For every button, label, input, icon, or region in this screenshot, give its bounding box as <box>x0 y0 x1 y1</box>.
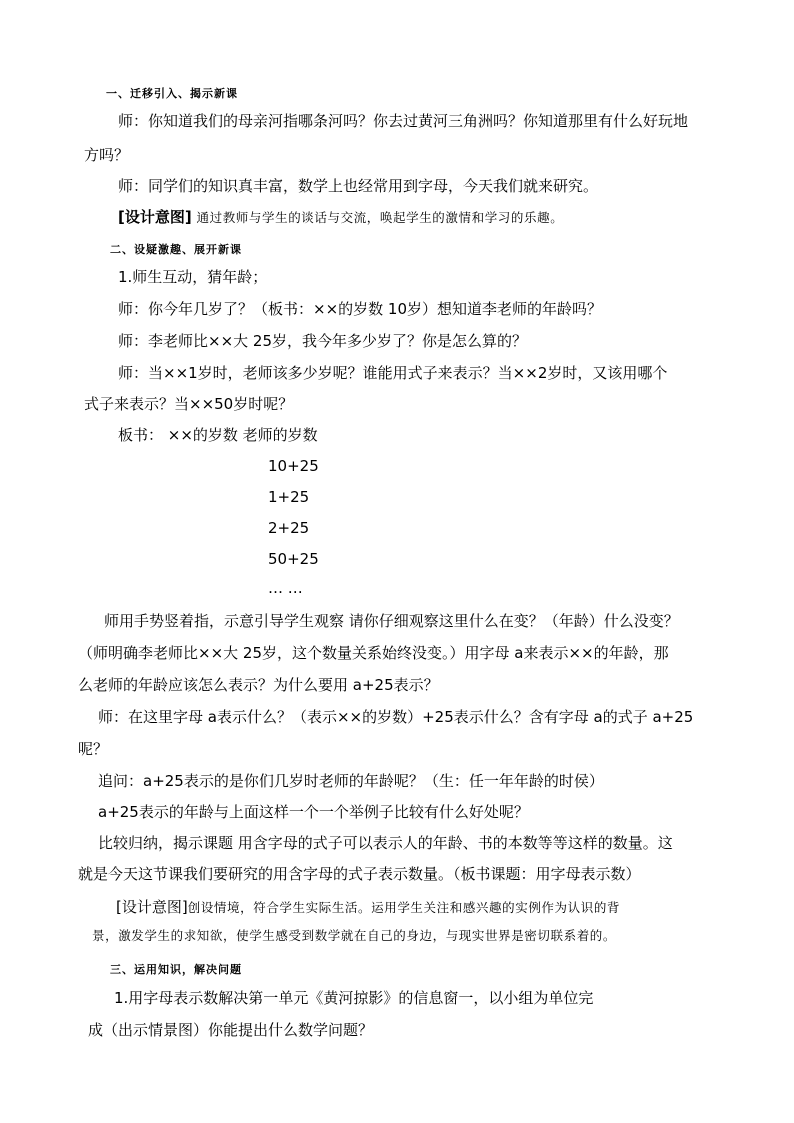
section-1-heading: 一、迁移引入、揭示新课 <box>106 87 238 100</box>
design-intent <box>116 897 620 918</box>
paragraph: 方吗？ <box>84 146 130 164</box>
paragraph: 师：在这里字母 a表示什么？（表示××的岁数）+25表示什么？含有字母 a的式子 a+25 <box>98 708 694 726</box>
section-2-heading: 二、设疑激趣、展开新课 <box>110 243 242 256</box>
paragraph: 比较归纳，揭示课题 用含字母的式子可以表示人的年龄、书的本数等等这样的数量。这 <box>98 834 673 852</box>
board-item: 1+25 <box>268 488 310 506</box>
paragraph: 师：同学们的知识真丰富，数学上也经常用到字母，今天我们就来研究。 <box>118 177 599 195</box>
paragraph: 就是今天这节课我们要研究的用含字母的式子表示数量。（板书课题：用字母表示数） <box>78 865 641 883</box>
paragraph: 师：你今年几岁了？（板书：××的岁数 10岁）想知道李老师的年龄吗？ <box>118 300 602 318</box>
paragraph: 师：你知道我们的母亲河指哪条河吗？你去过黄河三角洲吗？你知道那里有什么好玩地 <box>118 112 689 130</box>
paragraph: 师用手势竖着指，示意引导学生观察 请你仔细观察这里什么在变？（年龄）什么没变？ <box>104 612 679 630</box>
paragraph: a+25表示的年龄与上面这样一个一个举例子比较有什么好处呢？ <box>98 803 529 821</box>
board-item: 10+25 <box>268 457 319 475</box>
list-item: 成（出示情景图）你能提出什么数学问题？ <box>88 1021 374 1039</box>
paragraph: （师明确李老师比××大 25岁，这个数量关系始终没变。）用字母 a来表示××的年龄，那 <box>78 644 669 662</box>
design-intent-text: 景，激发学生的求知欲，使学生感受到数学就在自己的身边，与现实世界是密切联系着的。 <box>92 928 617 943</box>
design-intent <box>118 207 563 228</box>
design-intent-label: [设计意图] <box>116 898 188 916</box>
board-label: 板书： ××的岁数 老师的岁数 <box>118 426 318 444</box>
list-item: 1.用字母表示数解决第一单元《黄河掠影》的信息窗一，以小组为单位完 <box>114 989 594 1007</box>
board-item: 50+25 <box>268 550 319 568</box>
design-intent-text: 创设情境，符合学生实际生活。运用学生关注和感兴趣的实例作为认识的背 <box>187 900 621 915</box>
paragraph: 式子来表示？当××50岁时呢？ <box>84 395 294 413</box>
paragraph: 么老师的年龄应该怎么表示？为什么要用 a+25表示？ <box>78 676 439 694</box>
board-item: 2+25 <box>268 519 310 537</box>
board-item: … … <box>268 579 303 597</box>
paragraph: 呢？ <box>78 740 109 758</box>
design-intent-text: 通过教师与学生的谈话与交流，唤起学生的激情和学习的乐趣。 <box>196 210 564 225</box>
list-item: 1.师生互动，猜年龄； <box>118 268 268 286</box>
section-3-heading: 三、运用知识，解决问题 <box>110 963 242 976</box>
paragraph: 师：当××1岁时，老师该多少岁呢？谁能用式子来表示？当××2岁时，又该用哪个 <box>118 364 668 382</box>
paragraph: 追问：a+25表示的是你们几岁时老师的年龄呢？（生：任一年年龄的时侯） <box>98 772 604 790</box>
design-intent-label: [设计意图] <box>118 208 192 226</box>
paragraph: 师：李老师比××大 25岁，我今年多少岁了？你是怎么算的？ <box>118 332 527 350</box>
